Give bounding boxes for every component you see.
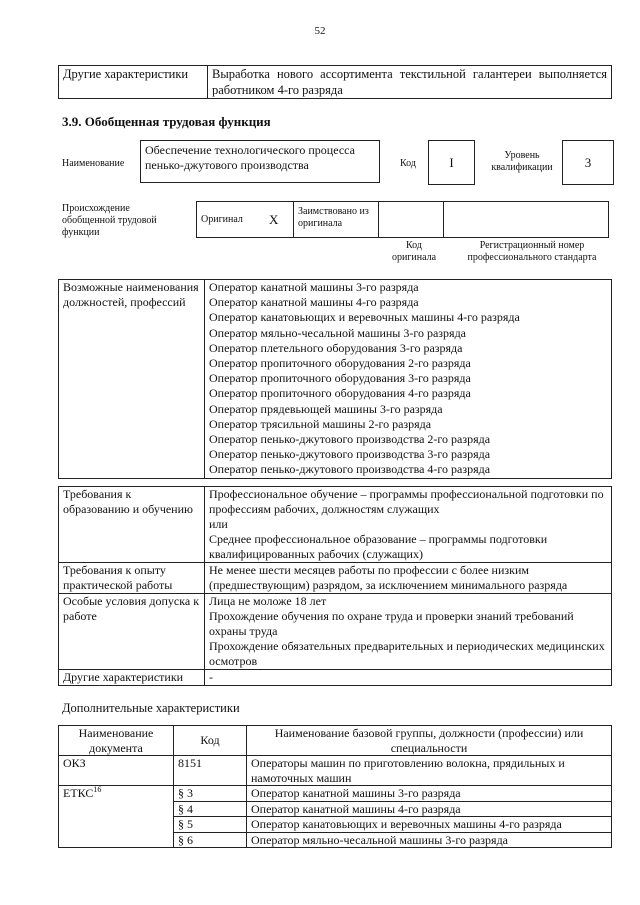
original-mark: X bbox=[265, 202, 294, 238]
special-line: Лица не моложе 18 лет bbox=[209, 594, 327, 608]
education-line: или bbox=[209, 517, 228, 531]
education-value bbox=[205, 487, 612, 563]
name-label: Наименование bbox=[62, 158, 125, 169]
position-item: Оператор трясильной машины 2-го разряда bbox=[209, 416, 432, 431]
page-number: 52 bbox=[314, 25, 326, 37]
other-characteristics-table-top bbox=[58, 65, 612, 99]
requirements-table bbox=[58, 486, 612, 686]
special-conditions-label: Особые условия допуска к работе bbox=[59, 594, 205, 670]
etks-name: Оператор канатной машины 3-го разряда bbox=[247, 786, 612, 802]
experience-label: Требования к опыту практической работы bbox=[59, 563, 205, 594]
positions-label: Возможные наименования должностей, профессий bbox=[59, 280, 205, 479]
etks-doc-label: ЕТКС bbox=[63, 786, 94, 800]
position-item: Оператор пенько-джутового производства 2-го разряда bbox=[209, 432, 491, 447]
position-item: Оператор пропиточного оборудования 2-го разряда bbox=[209, 356, 471, 371]
position-item: Оператор канатной машины 4-го разряда bbox=[209, 295, 419, 310]
etks-doc bbox=[59, 786, 174, 848]
position-item: Оператор прядевьющей машины 3-го разряда bbox=[209, 401, 443, 416]
okz-doc: ОКЗ bbox=[59, 756, 174, 786]
other-characteristics-value: Выработка нового ассортимента текстильной галантереи выполняется работником 4-го разряда bbox=[208, 66, 612, 99]
positions-list bbox=[205, 280, 612, 479]
level-value: 3 bbox=[562, 140, 614, 185]
header-code: Код bbox=[174, 726, 247, 756]
etks-code: § 6 bbox=[174, 832, 247, 848]
etks-name: Оператор мяльно-чесальной машины 3-го разряда bbox=[247, 832, 612, 848]
origin-table bbox=[196, 201, 609, 238]
position-item: Оператор мяльно-чесальной машины 3-го разряда bbox=[209, 325, 466, 340]
education-line: Среднее профессиональное образование – программы подготовки квалифицированных рабочих (служащих) bbox=[209, 532, 548, 561]
etks-code: § 4 bbox=[174, 801, 247, 817]
okz-name: Операторы машин по приготовлению волокна, прядильных и намоточных машин bbox=[247, 756, 612, 786]
header-name: Наименование базовой группы, должности (профессии) или специальности bbox=[247, 726, 612, 756]
special-line: Прохождение обязательных предварительных и периодических медицинских осмотров bbox=[209, 639, 605, 668]
position-item: Оператор пенько-джутового производства 3-го разряда bbox=[209, 447, 491, 462]
position-item: Оператор пенько-джутового производства 4-го разряда bbox=[209, 462, 491, 477]
etks-name: Оператор канатной машины 4-го разряда bbox=[247, 801, 612, 817]
education-label: Требования к образованию и обучению bbox=[59, 487, 205, 563]
special-conditions-value bbox=[205, 594, 612, 670]
education-line: Профессиональное обучение – программы профессиональной подготовки по профессиям рабочих, должностям служащих bbox=[209, 487, 604, 516]
position-item: Оператор пропиточного оборудования 4-го разряда bbox=[209, 386, 471, 401]
etks-code: § 5 bbox=[174, 817, 247, 833]
level-label: Уровень квалификации bbox=[491, 150, 553, 173]
position-item: Оператор канатовьющих и веревочных машины 4-го разряда bbox=[209, 310, 520, 325]
position-item: Оператор канатной машины 3-го разряда bbox=[209, 280, 419, 294]
additional-characteristics-title: Дополнительные характеристики bbox=[62, 701, 240, 715]
code-value: I bbox=[428, 140, 475, 185]
etks-footnote: 16 bbox=[93, 785, 102, 794]
code-original-cell bbox=[379, 202, 444, 238]
header-document: Наименование документа bbox=[59, 726, 174, 756]
function-name-value: Обеспечение технологического процесса пенько-джутового производства bbox=[140, 140, 380, 183]
special-line: Прохождение обучения по охране труда и проверки знаний требований охраны труда bbox=[209, 609, 574, 638]
etks-code: § 3 bbox=[174, 786, 247, 802]
position-item: Оператор пропиточного оборудования 3-го разряда bbox=[209, 371, 471, 386]
okz-code: 8151 bbox=[174, 756, 247, 786]
positions-table bbox=[58, 279, 612, 479]
other-value: - bbox=[205, 670, 612, 686]
origin-label: Происхождение обобщенной трудовой функции bbox=[62, 203, 157, 238]
additional-characteristics-table bbox=[58, 725, 612, 848]
other-characteristics-label: Другие характеристики bbox=[59, 66, 208, 99]
code-original-caption: Код оригинала bbox=[391, 240, 437, 263]
reg-number-caption: Регистрационный номер профессионального стандарта bbox=[467, 240, 597, 263]
etks-name: Оператор канатовьющих и веревочных машины 4-го разряда bbox=[247, 817, 612, 833]
original-label: Оригинал bbox=[197, 202, 266, 238]
section-title: 3.9. Обобщенная трудовая функция bbox=[62, 114, 271, 129]
other-label: Другие характеристики bbox=[59, 670, 205, 686]
position-item: Оператор плетельного оборудования 3-го разряда bbox=[209, 340, 463, 355]
reg-number-cell bbox=[444, 202, 609, 238]
code-label: Код bbox=[400, 158, 416, 169]
borrowed-label: Заимствовано из оригинала bbox=[294, 202, 379, 238]
experience-value: Не менее шести месяцев работы по профессии с более низким (предшествующим) разрядом, за исключением минимального разряда bbox=[205, 563, 612, 594]
